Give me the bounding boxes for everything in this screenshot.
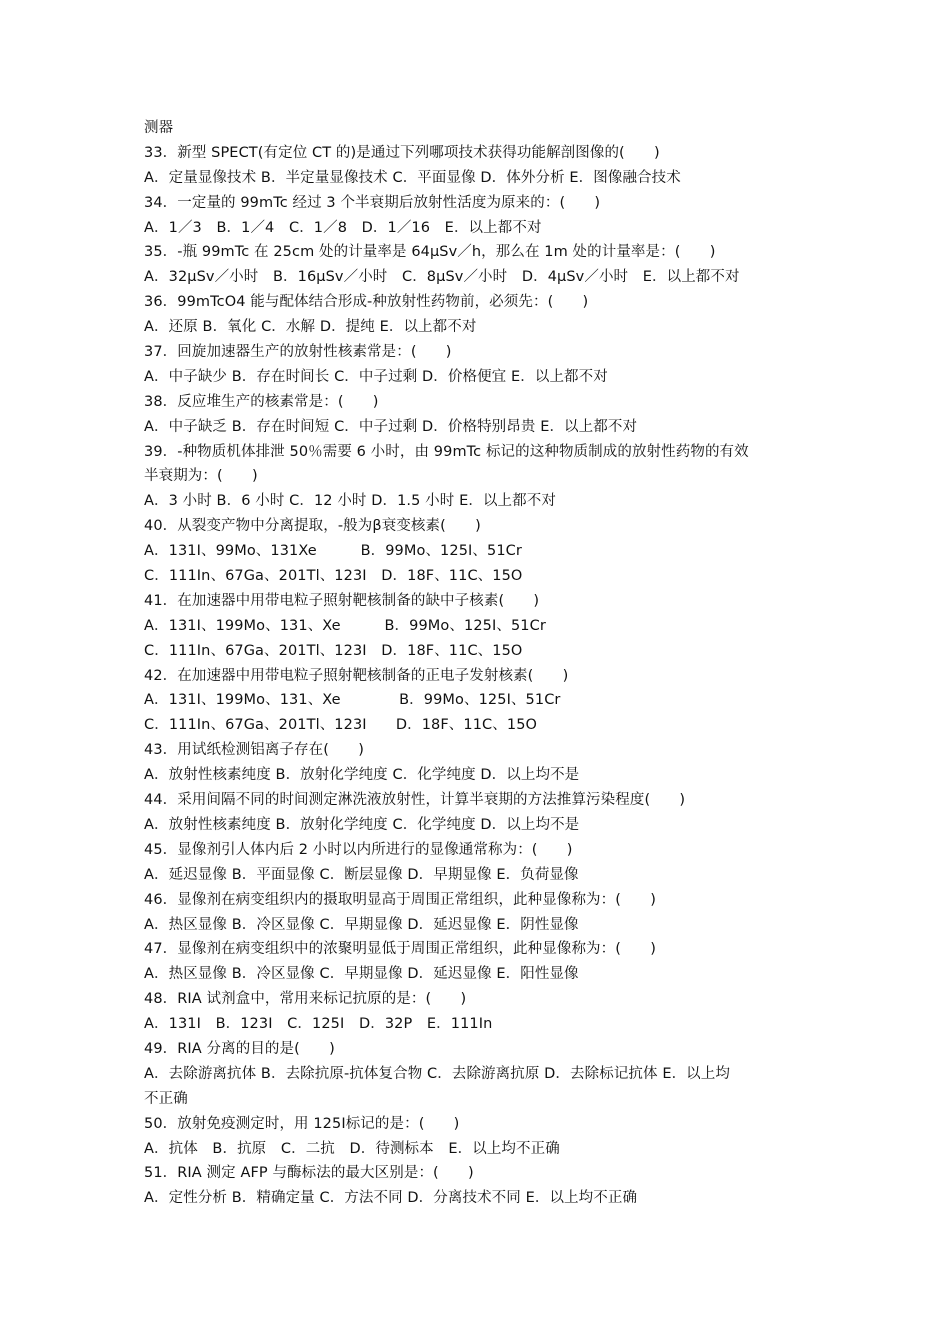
options-51: A．定性分析 B．精确定量 C．方法不同 D．分离技术不同 E．以上均不正确 <box>144 1190 638 1207</box>
options-47: A．热区显像 B．冷区显像 C．早期显像 D．延迟显像 E．阳性显像 <box>144 966 579 983</box>
options-43: A．放射性核素纯度 B．放射化学纯度 C．化学纯度 D．以上均不是 <box>144 767 580 784</box>
options-48: A．131Ⅰ B．123Ⅰ C．125Ⅰ D．32P E．111In <box>144 1016 493 1033</box>
options-44: A．放射性核素纯度 B．放射化学纯度 C．化学纯度 D．以上均不是 <box>144 816 580 833</box>
question-44: 44．采用间隔不同的时间测定淋洗液放射性，计算半衰期的方法推算污染程度( ) <box>144 792 686 809</box>
options-41-ab: A．131Ⅰ、199Mo、131、Xe B．99Mo、125Ⅰ、51Cr <box>144 617 546 634</box>
question-42: 42．在加速器中用带电粒子照射靶核制备的正电子发射核素( ) <box>144 667 569 684</box>
document-page <box>144 116 816 1211</box>
options-36: A．还原 B．氧化 C．水解 D．提纯 E．以上都不对 <box>144 319 477 336</box>
options-49: A．去除游离抗体 B．去除抗原-抗体复合物 C．去除游离抗原 D．去除标记抗体 E．以上均 <box>144 1065 730 1082</box>
question-39: 39．-种物质机体排泄 50％需要 6 小时，由 99mTc 标记的这种物质制成的放射性药物的有效 <box>144 443 749 460</box>
question-37: 37．回旋加速器生产的放射性核素常是：( ) <box>144 344 452 361</box>
question-48: 48．RIA 试剂盒中，常用来标记抗原的是：( ) <box>144 991 467 1008</box>
options-41-cd: C．111In、67Ga、201Tl、123Ⅰ D．18F、11C、15O <box>144 642 523 659</box>
options-37: A．中子缺少 B．存在时间长 C．中子过剩 D．价格便宜 E．以上都不对 <box>144 368 608 385</box>
question-36: 36．99mTcO4 能与配体结合形成-种放射性药物前，必须先：( ) <box>144 294 589 311</box>
options-34: A．1／3 B．1／4 C．1／8 D．1／16 E．以上都不对 <box>144 219 542 236</box>
question-50: 50．放射免疫测定时，用 125Ⅰ标记的是：( ) <box>144 1115 460 1132</box>
question-43: 43．用试纸检测铝离子存在( ) <box>144 742 364 759</box>
question-46: 46．显像剂在病变组织内的摄取明显高于周围正常组织，此种显像称为：( ) <box>144 891 656 908</box>
options-38: A．中子缺乏 B．存在时间短 C．中子过剩 D．价格特别昂贵 E．以上都不对 <box>144 418 638 435</box>
options-40-ab: A．131Ⅰ、99Mo、131Xe B．99Mo、125Ⅰ、51Cr <box>144 543 522 560</box>
options-40-cd: C．111In、67Ga、201Tl、123Ⅰ D．18F、11C、15O <box>144 568 523 585</box>
options-35: A．32μSv／小时 B．16μSv／小时 C．8μSv／小时 D．4μSv／小时 E．以上都不对 <box>144 269 740 286</box>
options-39: A．3 小时 B．6 小时 C．12 小时 D．1.5 小时 E．以上都不对 <box>144 493 556 510</box>
question-34: 34．一定量的 99mTc 经过 3 个半衰期后放射性活度为原来的：( ) <box>144 194 601 211</box>
question-40: 40．从裂变产物中分离提取，-般为β衰变核素( ) <box>144 518 481 535</box>
question-41: 41．在加速器中用带电粒子照射靶核制备的缺中子核素( ) <box>144 592 540 609</box>
options-42-cd: C．111In、67Ga、201Tl、123Ⅰ D．18F、11C、15O <box>144 717 538 734</box>
question-39-cont: 半衰期为：( ) <box>144 468 258 485</box>
options-42-ab: A．131Ⅰ、199Mo、131、Xe B．99Mo、125Ⅰ、51Cr <box>144 692 561 709</box>
question-49: 49．RIA 分离的目的是( ) <box>144 1040 335 1057</box>
options-33: A．定量显像技术 B．半定量显像技术 C．平面显像 D．体外分析 E．图像融合技术 <box>144 169 681 186</box>
question-45: 45．显像剂引人体内后 2 小时以内所进行的显像通常称为：( ) <box>144 841 573 858</box>
text-line: 测器 <box>144 120 174 136</box>
question-51: 51．RIA 测定 AFP 与酶标法的最大区别是：( ) <box>144 1165 474 1182</box>
options-45: A．延迟显像 B．平面显像 C．断层显像 D．早期显像 E．负荷显像 <box>144 866 579 883</box>
options-46: A．热区显像 B．冷区显像 C．早期显像 D．延迟显像 E．阴性显像 <box>144 916 579 933</box>
question-35: 35．-瓶 99mTc 在 25cm 处的计量率是 64μSv／h，那么在 1m 处的计量率是：( ) <box>144 244 716 261</box>
options-49-cont: 不正确 <box>144 1090 188 1107</box>
options-50: A．抗体 B．抗原 C．二抗 D．待测标本 E．以上均不正确 <box>144 1140 560 1157</box>
question-38: 38．反应堆生产的核素常是：( ) <box>144 393 379 410</box>
question-33: 33．新型 SPECT(有定位 CT 的)是通过下列哪项技术获得功能解剖图像的( ) <box>144 144 660 161</box>
question-47: 47．显像剂在病变组织中的浓聚明显低于周围正常组织，此种显像称为：( ) <box>144 941 656 958</box>
